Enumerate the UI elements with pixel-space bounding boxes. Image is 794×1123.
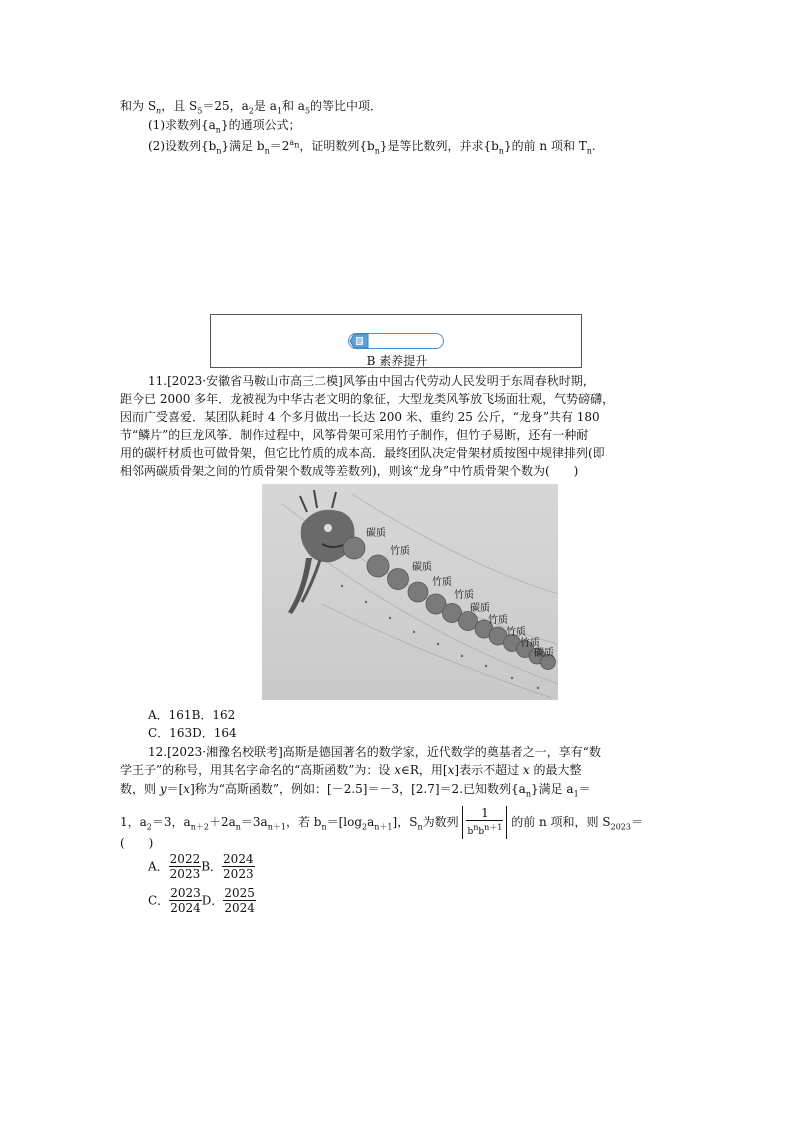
option-c-fraction <box>169 886 202 915</box>
numerator: 2025 <box>224 886 255 900</box>
text: b <box>467 827 474 837</box>
option-d-label: D． <box>201 893 224 908</box>
text: }的前 n 项和 T <box>503 139 587 153</box>
text: }满足 b <box>221 139 265 153</box>
problem-12-line-5: ( ) <box>120 836 154 850</box>
segment-label: 碳质 <box>366 528 386 539</box>
sub: n <box>417 822 423 832</box>
sub: n <box>235 822 241 832</box>
sub: n＋1 <box>374 822 393 832</box>
numerator: 1 <box>466 806 503 821</box>
sub: 5 <box>197 106 203 116</box>
text: ]，S <box>392 815 418 829</box>
problem-11-options-cd <box>148 724 237 742</box>
sub: n <box>264 146 270 156</box>
segment-label: 碳质 <box>534 648 554 659</box>
option-b-label: B． <box>201 859 223 874</box>
sub: 1 <box>276 106 282 116</box>
numerator: 2023 <box>170 886 201 900</box>
sub: n <box>321 822 327 832</box>
text: b <box>478 827 485 837</box>
sub: 1 <box>573 789 579 799</box>
option-a-fraction <box>169 852 202 881</box>
denominator <box>466 821 503 839</box>
text: 的等比中项． <box>310 99 383 113</box>
text: ＝ <box>630 815 643 829</box>
problem-11-line-3: 因而广受喜爱．某团队耗时 4 个多月做出一长达 200 米、重约 25 公斤，“龙身”共有 180 <box>120 410 600 424</box>
sub: n <box>156 106 162 116</box>
text: ∈R，用[ <box>401 763 448 777</box>
problem-12-line-3 <box>120 780 591 803</box>
text: ]表示不超过 <box>454 763 523 777</box>
var: x <box>394 763 402 777</box>
text: ＝3a <box>240 815 268 829</box>
text: ]称为“高斯函数”，例如：[－2.5]＝－3，[2.7]＝2.已知数列{a <box>190 782 526 796</box>
text: 为数列 <box>422 815 459 829</box>
text: ＋2a <box>208 815 236 829</box>
text: (1)求数列{a <box>148 118 216 132</box>
sup: n＋1 <box>484 823 503 832</box>
problem-12-line-1: 12.[2023·湘豫名校联考]高斯是德国著名的数学家，近代数学的奠基者之一，享有“数 <box>148 745 601 759</box>
problem-11-line-1: 11.[2023·安徽省马鞍山市高三二模]风筝由中国古代劳动人民发明于东周春秋时期， <box>148 374 595 388</box>
text: ＝3，a <box>151 815 191 829</box>
problem-11-options-ab <box>148 706 235 724</box>
text: (2)设数列{b <box>148 139 217 153</box>
sub: n <box>586 146 592 156</box>
sub: n <box>498 146 504 156</box>
text: }是等比数列，并求{b <box>379 139 499 153</box>
dragon-body-segments <box>343 537 556 670</box>
text: 是 a <box>253 99 277 113</box>
section-title: B 素养提升 <box>366 354 428 368</box>
numerator: 2024 <box>223 852 254 866</box>
text: . <box>591 139 596 153</box>
var: x <box>522 763 530 777</box>
sub: 2 <box>146 822 152 832</box>
fraction <box>466 806 503 839</box>
text: 和 a <box>281 99 305 113</box>
denominator: 2024 <box>224 901 255 915</box>
option-c-label: C． <box>148 893 170 908</box>
segment-label: 竹质 <box>506 627 526 638</box>
option-b-fraction <box>222 852 255 881</box>
var: x <box>183 782 191 796</box>
text: ＝25，a <box>202 99 249 113</box>
denominator: 2023 <box>223 867 254 881</box>
problem-11-line-4: 节“鳞片”的巨龙风筝．制作过程中，风筝骨架可采用竹子制作，但竹子易断，还有一种耐 <box>120 428 589 442</box>
option-a-label: A． <box>148 859 169 874</box>
segment-label: 竹质 <box>432 577 452 588</box>
sub: n <box>374 146 380 156</box>
text: ＝[log <box>326 815 363 829</box>
text: }的通项公式； <box>220 118 301 132</box>
problem-11-line-5: 用的碳杆材质也可做骨架，但它比竹质的成本高．最终团队决定骨架材质按图中规律排列(即 <box>120 446 605 460</box>
segment-label: 竹质 <box>488 615 508 626</box>
denominator: 2024 <box>170 901 201 915</box>
segment-label: 竹质 <box>390 546 410 557</box>
problem-10-part-2 <box>148 134 596 160</box>
text: 学王子”的称号，用其名字命名的“高斯函数”为：设 <box>120 763 395 777</box>
book-icon <box>349 333 369 349</box>
sub: 2 <box>362 822 368 832</box>
dragon-kite-photo <box>262 484 558 700</box>
sequence-fraction <box>462 806 507 839</box>
option-d-fraction <box>223 886 256 915</box>
segment-label: 碳质 <box>412 562 432 573</box>
text: 的前 n 项和，则 S <box>511 815 611 829</box>
option-d: D．164 <box>192 726 237 740</box>
text: 和为 S <box>120 99 157 113</box>
sub: 2023 <box>610 822 631 832</box>
sub: n <box>525 789 531 799</box>
problem-12-line-2 <box>120 761 582 779</box>
sub: n <box>215 125 221 135</box>
dragon-kite-illustration <box>262 484 558 700</box>
sub: 2 <box>248 106 254 116</box>
text: 的最大整 <box>529 763 582 777</box>
var: y <box>159 782 167 796</box>
var: x <box>447 763 455 777</box>
denominator: 2023 <box>169 867 201 881</box>
segment-label: 碳质 <box>470 603 490 614</box>
text: ，证明数列{b <box>299 139 375 153</box>
text: ＝ <box>578 782 591 796</box>
text: ，若 b <box>285 815 322 829</box>
sub: n＋1 <box>267 822 286 832</box>
problem-12-options-cd <box>148 886 256 915</box>
text: a <box>367 815 375 829</box>
problem-12-options-ab <box>148 852 255 881</box>
segment-label: 竹质 <box>454 590 474 601</box>
text: 数，则 <box>120 782 160 796</box>
problem-12-line-4 <box>120 806 643 841</box>
text: }满足 a <box>530 782 574 796</box>
segment-label: 竹质 <box>520 638 540 649</box>
option-a: A．161 <box>148 708 192 722</box>
sup: a <box>289 138 295 147</box>
problem-11-line-2: 距今已 2000 多年．龙被视为中华古老文明的象征，大型龙类风筝放飞场面壮观，气势磅礴， <box>120 392 615 406</box>
option-c: C．163 <box>148 726 193 740</box>
sub: 5 <box>304 106 311 116</box>
option-b: B．162 <box>191 708 236 722</box>
numerator: 2022 <box>169 852 201 866</box>
sub: n <box>294 140 300 150</box>
sup: n <box>473 823 479 832</box>
text: ，且 S <box>161 99 198 113</box>
sub: n＋2 <box>190 822 209 832</box>
sub: n <box>216 146 222 156</box>
text: ＝2 <box>269 139 290 153</box>
problem-11-line-6: 相邻两碳质骨架之间的竹质骨架个数成等差数列)，则该“龙身”中竹质骨架个数为( ) <box>120 464 579 478</box>
text: ＝[ <box>166 782 184 796</box>
text: 1，a <box>120 815 147 829</box>
